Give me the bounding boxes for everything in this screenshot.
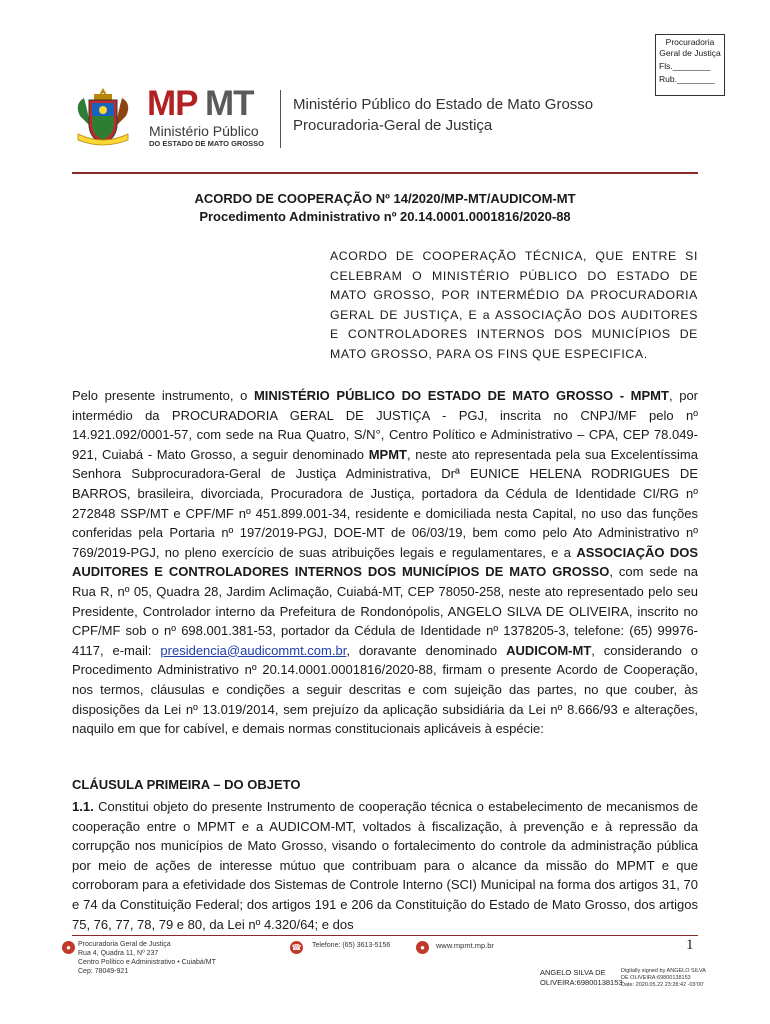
coat-of-arms-icon <box>72 86 134 150</box>
signature-detail-1: Digitally signed by ANGELO SILVA <box>621 968 706 974</box>
preamble-text-5: , doravante denominado <box>346 642 507 658</box>
signature-detail-3: Date: 2020.05.22 23:28:42 -03'00' <box>621 982 704 988</box>
clause-number: 1.1. <box>72 799 94 814</box>
stamp-line-1: Procuradoria <box>665 37 715 47</box>
signature-name <box>540 968 623 988</box>
location-icon: ● <box>62 941 75 954</box>
footer-address-2: Rua 4, Quadra 11, Nº 237 <box>78 950 159 957</box>
preamble-bold-3: ASSOCIAÇÃO DOS AUDITORES E CONTROLADORES INTERNOS DOS MUNICÍPIOS DE MATO GROSSO <box>72 544 698 580</box>
preamble-text-2: , por intermédio da PROCURADORIA GERAL DE JUSTIÇA - PGJ, inscrita no CNPJ/MF pelo nº 14.921.092/0001-57, com sede na Rua Quatro, S/N°, Centro Político e Administrativo – CPA, CEP 78.049-921, Cuiabá - Mato Grosso, a seguir denominado <box>72 388 698 462</box>
signature-name-1: ANGELO SILVA DE <box>540 968 606 977</box>
footer-rule <box>72 935 698 936</box>
clause-paragraph <box>72 797 698 934</box>
logo-mt: MT <box>205 84 254 123</box>
signature-name-2: OLIVEIRA:69800138153 <box>540 978 623 987</box>
stamp-line-2: Geral de Justiça <box>659 48 721 58</box>
preamble-bold-2: MPMT <box>368 446 407 462</box>
preamble-paragraph <box>72 386 698 739</box>
preamble-text-4: , com sede na Rua R, nº 05, Quadra 28, Jardim Aclimação, Cuiabá-MT, CEP 78050-258, neste ato representado pelo seu Presidente, Controlador interno da Prefeitura de Rondonópolis, ANGELO SILVA DE OLIVEIRA, inscrito no CPF/MF sob o nº 698.001.381-53, portador da Cédula de Identidade nº 1378205-3, telefone: (65) 99976-4117, e-mail: <box>72 564 699 658</box>
logo-subtitle: Ministério Público <box>149 123 259 139</box>
footer-address <box>78 940 216 976</box>
clause-heading: CLÁUSULA PRIMEIRA – DO OBJETO <box>72 777 301 792</box>
stamp-rub: Rub.________ <box>659 74 715 84</box>
preamble-bold-4: AUDICOM-MT <box>506 642 592 658</box>
header-divider <box>280 90 281 148</box>
footer-address-4: Cep: 78049-921 <box>78 968 129 975</box>
mpmt-logo <box>147 84 272 150</box>
phone-icon: ☎ <box>291 943 302 952</box>
header-rule <box>72 172 698 174</box>
header-line-1: Ministério Público do Estado de Mato Grosso <box>293 96 594 113</box>
protocol-stamp <box>655 34 725 96</box>
preamble-text-1: Pelo presente instrumento, o <box>72 388 254 403</box>
footer-address-1: Procuradoria Geral de Justiça <box>78 941 171 948</box>
footer-phone: Telefone: (65) 3613-5156 <box>312 942 391 949</box>
logo-subtitle-2: DO ESTADO DE MATO GROSSO <box>149 139 265 148</box>
procedure-number: Procedimento Administrativo nº 20.14.0001.0001816/2020-88 <box>199 209 571 224</box>
footer-website[interactable]: www.mpmt.mp.br <box>436 941 494 950</box>
email-link[interactable]: presidencia@audicommt.com.br <box>160 642 347 658</box>
footer-address-3: Centro Político e Administrativo • Cuiabá/MT <box>78 959 216 966</box>
logo-mp: MP <box>147 84 198 123</box>
stamp-fls: Fls.________ <box>659 61 711 71</box>
preamble-text-6: , considerando o Procedimento Administrativo nº 20.14.0001.0001816/2020-88, firmam o presente Acordo de Cooperação, nos termos, cláusulas e condições a seguir descritas e com sujeição das partes, no que couber, às disposições da Lei nº 13.019/2014, sem prejuízo da aplicação subsidiária da Lei nº 8.666/93 e alterações, naquilo em que for cabível, e demais normas constitucionais aplicáveis à espécie: <box>72 642 699 737</box>
preamble-bold-1: MINISTÉRIO PÚBLICO DO ESTADO DE MATO GROSSO - MPMT <box>253 388 669 403</box>
header-line-2: Procuradoria-Geral de Justiça <box>293 117 493 134</box>
preamble-text-3: , neste ato representada pela sua Excelentíssima Senhora Subprocuradora-Geral de Justiça Administrativa, Drª EUNICE HELENA RODRIGUES DE BARROS, brasileira, divorciada, Procuradora de Justiça, portadora da Cédula de Identidade CI/RG nº 272848 SSP/MT e CPF/MF nº 451.899.001-34, residente e domiciliada nesta Capital, no uso das funções conferidas pela Portaria nº 197/2019-PGJ, DOE-MT de 06/03/19, bem como pelo Ato Administrativo nº 769/2019-PGJ, no pleno exercício de suas atribuições legais e regulamentares, e a <box>72 446 698 560</box>
page-number: 1 <box>686 937 694 953</box>
globe-icon: ● <box>416 941 429 954</box>
clause-text: Constitui objeto do presente Instrumento de cooperação técnica o estabelecimento de mecanismos de cooperação entre o MPMT e a AUDICOM-MT, voltados à fiscalização, à prevenção e à repressão da corrupção nos municípios de Mato Grosso, visando o fortalecimento do controle da administração pública por meio de ações de interesse mútuo que contribuam para o alcance da missão do MPMT e que corroboram para a efetividade dos Sistemas de Controle Interno (SCI) Municipal na forma dos artigos 31, 70 e 74 da Constituição Federal; dos artigos 191 e 206 da Constituição do Estado de Mato Grosso, dos artigos 75, 76, 77, 78, 79 e 80, da Lei nº 4.320/64; e dos <box>72 799 698 932</box>
document-title: ACORDO DE COOPERAÇÃO Nº 14/2020/MP-MT/AUDICOM-MT <box>194 191 576 206</box>
ementa: ACORDO DE COOPERAÇÃO TÉCNICA, QUE ENTRE SI CELEBRAM O MINISTÉRIO PÚBLICO DO ESTADO DE MATO GROSSO, POR INTERMÉDIO DA PROCURADORIA GERAL DE JUSTIÇA, E a ASSOCIAÇÃO DOS AUDITORES E CONTROLADORES INTERNOS DOS MUNICÍPIOS DE MATO GROSSO, PARA OS FINS QUE ESPECIFICA. <box>330 249 698 361</box>
signature-detail-2: DE OLIVEIRA:69800138153 <box>621 975 691 981</box>
signature-details <box>621 968 706 989</box>
